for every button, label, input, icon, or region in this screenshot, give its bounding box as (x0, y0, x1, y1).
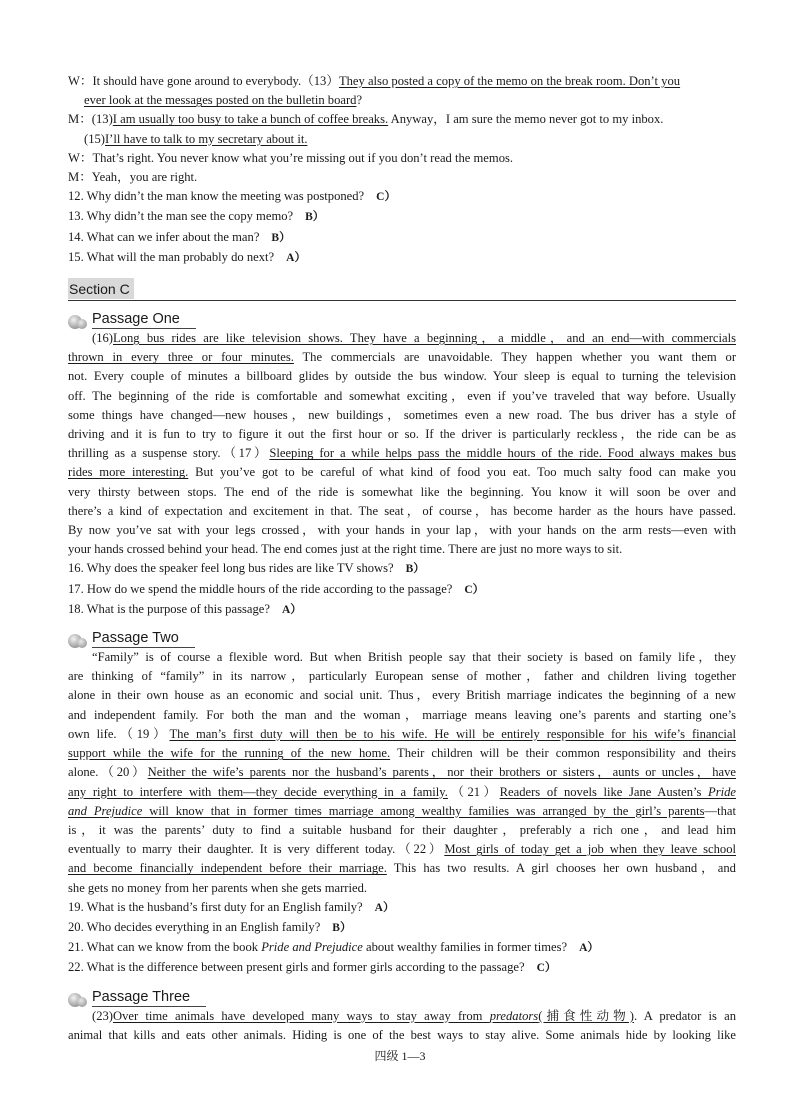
answer-key: C） (464, 583, 485, 596)
underlined-text: Most girls of today get a job when they leave school (444, 842, 736, 857)
underlined-text: any right to interfere with them—they decide everything in a family. (68, 784, 448, 799)
text-line (68, 329, 736, 348)
question-text: What is the husband’s first duty for an English family? (86, 899, 363, 914)
text-line (68, 744, 736, 763)
text-line (68, 802, 736, 821)
passage-header (68, 307, 736, 329)
question-number: 12. (68, 189, 84, 204)
bubble-icon (68, 313, 88, 329)
question-14 (68, 228, 736, 248)
text-line (68, 725, 736, 744)
text-line (68, 463, 736, 482)
text-line: not. Every couple of minutes a billboard glides by outside the bus window. Your sleep is equal to turning the television (68, 369, 736, 384)
question-17 (68, 580, 736, 600)
underlined-text: ever look at the messages posted on the bulletin board (84, 93, 357, 108)
answer-key: A） (374, 901, 395, 914)
text-span: . A predator is an (634, 1008, 736, 1023)
question-text: Who decides everything in an English family? (86, 919, 321, 934)
dialogue-line (68, 130, 736, 149)
question-16 (68, 559, 736, 579)
dialogue-text: M：(13) (68, 112, 113, 127)
dialogue-line (68, 72, 736, 91)
question-12 (68, 187, 736, 207)
answer-key: A） (281, 603, 302, 616)
dialogue-text: (15) (84, 131, 105, 146)
answer-key: B） (271, 231, 291, 244)
answer-key: C） (536, 962, 557, 975)
underlined-text: Neither the wife’s parents nor the husband’s parents，nor their brothers or sisters，aunts or uncles，have (147, 765, 736, 780)
question-13 (68, 207, 736, 227)
text-span: —that (704, 803, 736, 818)
text-span: thrilling as a suspense story.（17） (68, 446, 270, 461)
dialogue-text: ? (356, 93, 363, 108)
passage-one-body (68, 329, 736, 559)
passage-title: Passage Two (92, 629, 195, 648)
answer-key: B） (405, 563, 425, 576)
question-number: 19. (68, 899, 84, 914)
answer-key: C） (376, 191, 396, 204)
question-text: What can we know from the book (86, 940, 262, 955)
underlined-text: support while the wife for the running of the new home. (68, 746, 391, 761)
text-span: （21） (447, 784, 500, 799)
text-span: Their children will be their common responsibility and theirs (390, 746, 736, 761)
underlined-text: rides more interesting. (68, 465, 189, 480)
underlined-text: will know that in former times marriage among wealthy families was arranged by the girl’s parents (142, 803, 705, 818)
text-span: eventually to marry their daughter. It is very different today.（22） (68, 842, 445, 857)
text-span: alone.（20） (68, 765, 148, 780)
text-line (68, 444, 736, 463)
text-line: your hands crossed behind your head. The end comes just at the right time. There are just no more ways to sit. (68, 542, 623, 557)
italic-title: Pride (708, 784, 736, 799)
question-number: 18. (68, 601, 84, 616)
section-title: Section C (68, 278, 134, 299)
question-number: 15. (68, 249, 84, 264)
text-line (68, 763, 736, 782)
passage-header (68, 626, 736, 648)
text-line: and independent family. For both the man and the woman，marriage means leaving one’s parents and starting one’s (68, 707, 736, 722)
answer-key: B） (332, 921, 352, 934)
text-span: (23) (92, 1008, 113, 1023)
underlined-text: I am usually too busy to take a bunch of coffee breaks. (112, 112, 389, 127)
question-18 (68, 600, 736, 620)
question-text: What will the man probably do next? (86, 249, 275, 264)
document-page (68, 72, 736, 1045)
answer-key: B） (305, 211, 325, 224)
question-number: 13. (68, 209, 84, 224)
underlined-text: thrown in every three or four minutes. (68, 350, 294, 365)
text-line: off. The beginning of the ride is comfortable and somewhat exciting，even if you’ve traveled that way before. Usually (68, 388, 736, 403)
dialogue-text: Anyway，I am sure the memo never got to my inbox. (388, 112, 664, 127)
text-span: own life.（19） (68, 726, 170, 741)
text-span: This has two results. A girl chooses her own husband，and (386, 861, 736, 876)
bubble-icon (68, 632, 88, 648)
passage-two-body (68, 648, 736, 898)
question-text: What can we infer about the man? (86, 229, 260, 244)
underlined-text: I’ll have to talk to my secretary about it. (104, 131, 308, 146)
question-15 (68, 248, 736, 268)
question-21 (68, 938, 736, 958)
underlined-text: Sleeping for a while helps pass the middle hours of the ride. Food always makes bus (269, 446, 736, 461)
underlined-text: and become financially independent before their marriage. (68, 861, 387, 876)
question-text: What is the purpose of this passage? (86, 601, 270, 616)
dialogue-text: W：It should have gone around to everybody.（13） (68, 74, 339, 88)
dialogue-line (68, 110, 736, 129)
text-line (68, 1007, 736, 1026)
question-number: 20. (68, 919, 84, 934)
text-line: By now you’ve sat with your legs crossed，with your hands in your lap，with your hands on the arm rests—even with (68, 523, 736, 538)
text-line (68, 348, 736, 367)
text-line: there’s a kind of expectation and excitement in that. The seat，of course，has become harder as the hours have passed. (68, 503, 736, 518)
question-20 (68, 918, 736, 938)
italic-word: predators (489, 1008, 539, 1023)
text-line: alone in their own house as an economic and social unit. Thus，every British marriage indicates the beginning of a new (68, 688, 736, 703)
text-span: But you’ve got to be careful of what kind of food you eat. Too much salty food can make you (188, 465, 736, 480)
underlined-text: Readers of novels like Jane Austen’s (499, 784, 709, 799)
text-line: some things have changed—new houses，new buildings，sometimes even a new road. The bus driver has a style of (68, 407, 736, 422)
answer-key: A） (579, 942, 599, 955)
text-line: animal that kills and eats other animals. Hiding is one of the best ways to stay alive. Some animals hide by looking like (68, 1027, 736, 1042)
question-text: about wealthy families in former times? (362, 940, 568, 955)
answer-key: A） (286, 251, 306, 264)
text-line: driving and it is fun to try to figure it out the first hour or so. If the driver is particularly reckless，the ride can be as (68, 427, 736, 442)
text-span: (16) (92, 331, 113, 346)
underlined-text: (捕食性动物) (538, 1008, 635, 1023)
text-line (68, 840, 736, 859)
question-text: Why does the speaker feel long bus rides are like TV shows? (86, 561, 394, 576)
underlined-text: Long bus rides are like television shows. They have a beginning，a middle，and an end—with commercials (112, 331, 736, 346)
question-text: What is the difference between present girls and former girls according to the passage? (86, 960, 525, 975)
text-line: is，it was the parents’ duty to find a suitable husband for their daughter，preferably a rich one，and lead him (68, 822, 736, 837)
text-line: “Family” is of course a flexible word. But when British people say that their society is based on family life，they (92, 650, 736, 665)
underlined-text: They also posted a copy of the memo on the break room. Don’t you (338, 74, 681, 88)
text-line (68, 859, 736, 878)
italic-title: Pride and Prejudice (261, 940, 363, 955)
passage-title: Passage One (92, 310, 196, 329)
dialogue-line: W：That’s right. You never know what you’re missing out if you don’t read the memos. (68, 150, 514, 165)
italic-title: and Prejudice (68, 803, 143, 818)
passage-title: Passage Three (92, 988, 206, 1007)
question-text: How do we spend the middle hours of the ride according to the passage? (86, 581, 453, 596)
question-number: 22. (68, 960, 84, 975)
text-span: The commercials are unavoidable. They happen whether you want them or (293, 350, 736, 365)
question-19 (68, 898, 736, 918)
underlined-text: Over time animals have developed many ways to stay away from (112, 1008, 490, 1023)
question-number: 17. (68, 581, 84, 596)
text-line (68, 783, 736, 802)
question-22 (68, 958, 736, 978)
section-header (68, 278, 736, 301)
passage-three-body (68, 1007, 736, 1045)
question-number: 21. (68, 940, 84, 955)
text-line: she gets no money from her parents when she gets married. (68, 880, 368, 895)
question-number: 16. (68, 561, 84, 576)
dialogue-line (68, 91, 736, 110)
underlined-text: The man’s first duty will then be to his wife. He will be entirely responsible for his wife’s financial (169, 726, 736, 741)
question-number: 14. (68, 229, 84, 244)
text-line: are thinking of “family” in its narrow，particularly European sense of mother，father and children living together (68, 669, 736, 684)
text-line: very thirsty between stops. The end of the ride is somewhat like the beginning. You know it will soon be over and (68, 484, 736, 499)
question-text: Why didn’t the man know the meeting was postponed? (86, 189, 365, 204)
bubble-icon (68, 991, 88, 1007)
dialogue-line: M：Yeah，you are right. (68, 170, 198, 185)
question-text: Why didn’t the man see the copy memo? (86, 209, 294, 224)
page-number: 四级 1—3 (374, 1049, 426, 1063)
passage-header (68, 985, 736, 1007)
